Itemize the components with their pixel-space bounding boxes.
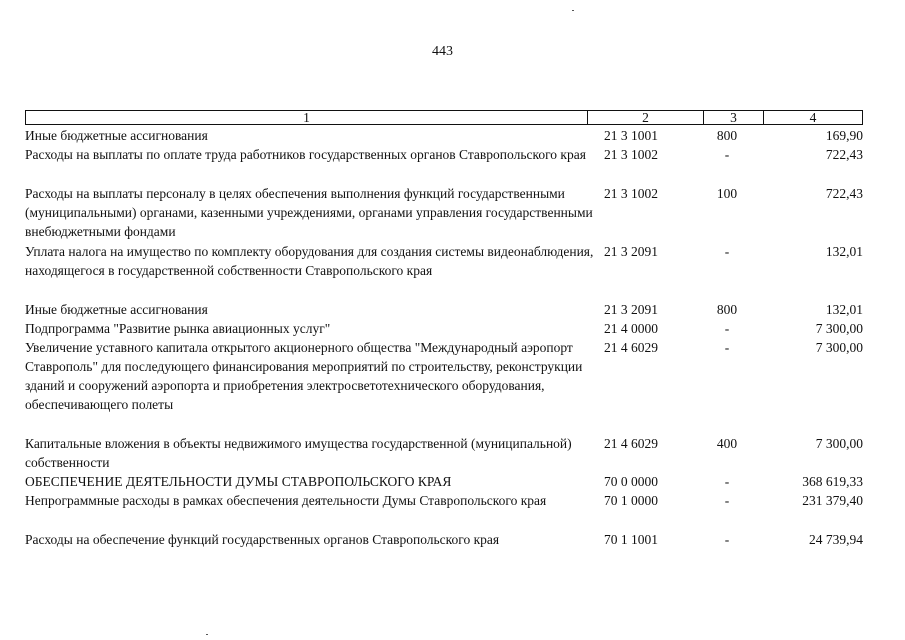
row-name: ОБЕСПЕЧЕНИЕ ДЕЯТЕЛЬНОСТИ ДУМЫ СТАВРОПОЛЬСКОГО КРАЯ [25, 474, 452, 489]
column-header-3: 3 [703, 111, 763, 124]
scan-speck [206, 634, 208, 635]
row-amount: 722,43 [825, 186, 863, 201]
row-code: 21 3 2091 [604, 244, 658, 259]
page-number: 443 [432, 44, 453, 59]
row-code: 70 1 1001 [604, 532, 658, 547]
row-name: Расходы на обеспечение функций государственных органов Ставропольского края [25, 532, 500, 547]
row-type: - [724, 532, 730, 547]
row-code: 70 1 0000 [604, 493, 658, 508]
row-amount: 132,01 [825, 302, 863, 317]
row-code: 21 3 1002 [604, 147, 658, 162]
row-amount: 169,90 [825, 128, 863, 143]
row-type: - [724, 147, 730, 162]
row-code: 21 4 0000 [604, 321, 658, 336]
row-name: Иные бюджетные ассигнования [25, 302, 208, 317]
row-type: 800 [716, 128, 738, 143]
row-type: - [724, 244, 730, 259]
row-type: 800 [716, 302, 738, 317]
row-amount: 368 619,33 [802, 474, 863, 489]
row-type: 100 [716, 186, 738, 201]
row-code: 21 4 6029 [604, 436, 658, 451]
row-type: - [724, 321, 730, 336]
row-name: Иные бюджетные ассигнования [25, 128, 208, 143]
row-amount: 722,43 [825, 147, 863, 162]
row-amount: 231 379,40 [802, 493, 863, 508]
row-name: Капитальные вложения в объекты недвижимого имущества государственной (муниципальной) собственности [25, 436, 572, 470]
row-code: 21 4 6029 [604, 340, 658, 355]
row-code: 21 3 2091 [604, 302, 658, 317]
row-name: Расходы на выплаты по оплате труда работников государственных органов Ставропольского края [25, 147, 586, 162]
row-amount: 24 739,94 [809, 532, 863, 547]
row-type: 400 [716, 436, 738, 451]
row-code: 21 3 1001 [604, 128, 658, 143]
table-header [25, 110, 863, 125]
scan-speck [572, 10, 574, 11]
row-code: 70 0 0000 [604, 474, 658, 489]
row-type: - [724, 493, 730, 508]
row-amount: 7 300,00 [815, 436, 863, 451]
row-amount: 132,01 [825, 244, 863, 259]
row-amount: 7 300,00 [815, 321, 863, 336]
row-amount: 7 300,00 [815, 340, 863, 355]
row-type: - [724, 474, 730, 489]
column-header-4: 4 [763, 111, 862, 124]
row-type: - [724, 340, 730, 355]
row-name: Уплата налога на имущество по комплекту оборудования для создания системы видеонаблюдения, находящегося в государственной собственности Ставропольского края [25, 244, 594, 278]
row-name: Увеличение уставного капитала открытого акционерного общества "Международный аэропорт Ставрополь" для последующего финансирования мероприятий по строительству, реконструкции зданий и сооружений аэропорта и приобретения электросветотехнического оборудования, обеспечивающего полеты [25, 340, 583, 412]
row-name: Подпрограмма "Развитие рынка авиационных услуг" [25, 321, 331, 336]
row-name: Непрограммные расходы в рамках обеспечения деятельности Думы Ставропольского края [25, 493, 547, 508]
row-name: Расходы на выплаты персоналу в целях обеспечения выполнения функций государственными (муниципальными) органами, казенными учреждениями, органами управления государственными внебюджетными фондами [25, 186, 593, 239]
column-header-2: 2 [587, 111, 703, 124]
row-code: 21 3 1002 [604, 186, 658, 201]
column-header-1: 1 [303, 110, 310, 125]
